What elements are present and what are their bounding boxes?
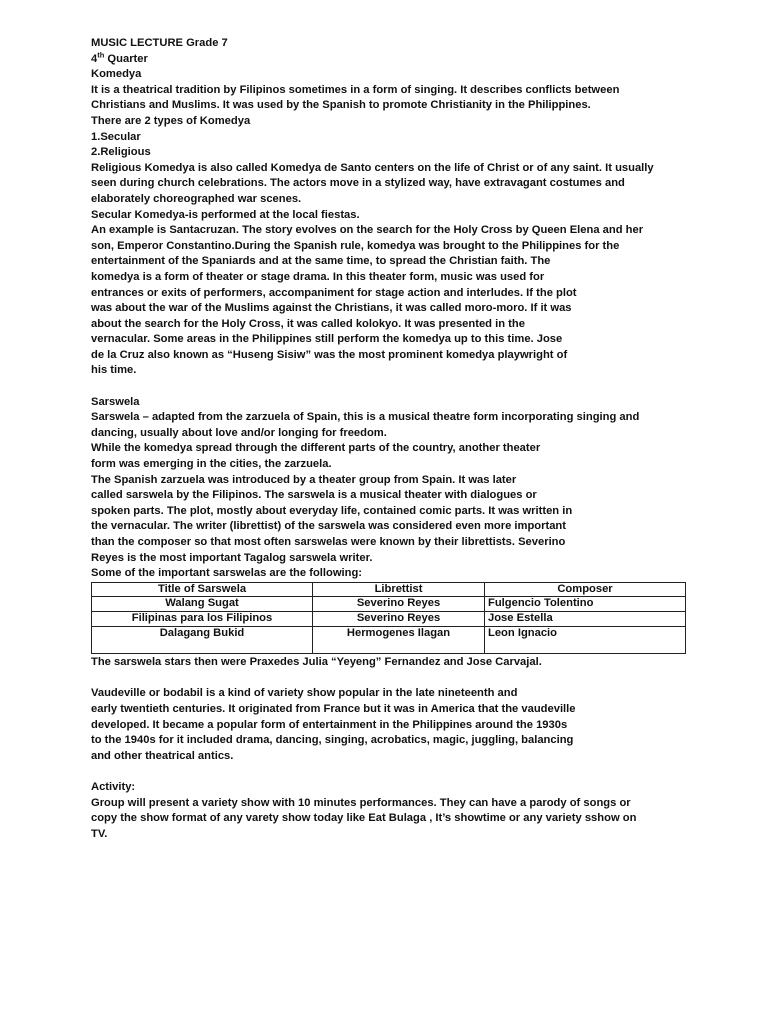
sarswela-stars-line: The sarswela stars then were Praxedes Julia “Yeyeng” Fernandez and Jose Carvajal. bbox=[91, 656, 542, 669]
sarswela-line: The Spanish zarzuela was introduced by a theater group from Spain. It was later bbox=[91, 473, 517, 486]
table-row bbox=[92, 611, 686, 626]
activity-line: TV. bbox=[91, 827, 108, 840]
komedya-line: was about the war of the Muslims against the Christians, it was called moro-moro. If it was bbox=[91, 302, 572, 315]
cell-composer: Leon Ignacio bbox=[485, 626, 686, 640]
sarswela-line: Sarswela – adapted from the zarzuela of Spain, this is a musical theatre form incorporating singing and bbox=[91, 411, 640, 424]
komedya-line: his time. bbox=[91, 364, 137, 377]
quarter-ordinal: th bbox=[97, 49, 105, 59]
sarswela-line: Some of the important sarswelas are the following: bbox=[91, 567, 363, 580]
komedya-line: entertainment of the Spaniards and at the same time, to spread the Christian faith. The bbox=[91, 255, 551, 268]
cell-composer: Jose Estella bbox=[485, 611, 686, 626]
cell-librettist: Hermogenes Ilagan bbox=[313, 626, 485, 640]
activity-heading: Activity: bbox=[91, 780, 136, 793]
document-title: MUSIC LECTURE Grade 7 bbox=[91, 37, 228, 49]
komedya-line: elaborately choreographed war scenes. bbox=[91, 192, 302, 205]
activity-line: copy the show format of any varety show today like Eat Bulaga , It’s showtime or any variety sshow on bbox=[91, 812, 637, 825]
column-header-title: Title of Sarswela bbox=[92, 582, 313, 597]
komedya-line: It is a theatrical tradition by Filipinos sometimes in a form of singing. It describes conflicts between bbox=[91, 83, 620, 96]
table-row-empty bbox=[92, 640, 686, 654]
sarswela-line: than the composer so that most often sarswelas were known by their librettists. Severino bbox=[91, 536, 566, 548]
komedya-line: Religious Komedya is also called Komedya de Santo centers on the life of Christ or of any saint. It usually bbox=[91, 161, 654, 174]
cell-librettist: Severino Reyes bbox=[313, 611, 485, 626]
komedya-line: de la Cruz also known as “Huseng Sisiw” was the most prominent komedya playwright of bbox=[91, 348, 568, 361]
komedya-line: seen during church celebrations. The actors move in a stylized way, have extravagant costumes and bbox=[91, 177, 625, 190]
sarswela-table bbox=[91, 582, 686, 654]
sarswela-heading: Sarswela bbox=[91, 395, 140, 408]
vaudeville-body bbox=[91, 686, 691, 764]
sarswela-line: While the komedya spread through the different parts of the country, another theater bbox=[91, 442, 541, 455]
column-header-composer: Composer bbox=[485, 582, 686, 597]
sarswela-line: the vernacular. The writer (librettist) of the sarswela was considered even more important bbox=[91, 520, 566, 533]
table-row bbox=[92, 597, 686, 612]
vaudeville-line: and other theatrical antics. bbox=[91, 749, 234, 762]
komedya-line: 2.Religious bbox=[91, 146, 151, 159]
vaudeville-line: Vaudeville or bodabil is a kind of variety show popular in the late nineteenth and bbox=[91, 687, 518, 700]
section-spacer bbox=[91, 671, 691, 687]
activity-body bbox=[91, 796, 691, 843]
komedya-heading: Komedya bbox=[91, 68, 142, 81]
quarter-word: Quarter bbox=[104, 52, 148, 65]
komedya-line: There are 2 types of Komedya bbox=[91, 114, 251, 127]
komedya-line: entrances or exits of performers, accompaniment for stage action and interludes. If the plot bbox=[91, 286, 577, 299]
sarswela-line: form was emerging in the cities, the zarzuela. bbox=[91, 458, 332, 471]
cell-composer: Fulgencio Tolentino bbox=[485, 597, 686, 612]
komedya-line: komedya is a form of theater or stage drama. In this theater form, music was used for bbox=[91, 270, 545, 283]
sarswela-line: spoken parts. The plot, mostly about everyday life, contained comic parts. It was written in bbox=[91, 504, 573, 517]
sarswela-line: Reyes is the most important Tagalog sarswela writer. bbox=[91, 551, 373, 564]
komedya-line: An example is Santacruzan. The story evolves on the search for the Holy Cross by Queen Elena and her bbox=[91, 224, 644, 237]
komedya-line: Christians and Muslims. It was used by the Spanish to promote Christianity in the Philippines. bbox=[91, 99, 591, 112]
komedya-line: Secular Komedya-is performed at the local fiestas. bbox=[91, 208, 360, 221]
section-spacer bbox=[91, 379, 691, 395]
cell-librettist: Severino Reyes bbox=[313, 597, 485, 612]
vaudeville-line: developed. It became a popular form of entertainment in the Philippines around the 1930s bbox=[91, 718, 568, 731]
document-page bbox=[91, 36, 691, 842]
komedya-line: son, Emperor Constantino.During the Spanish rule, komedya was brought to the Philippines for the bbox=[91, 239, 620, 252]
cell-title: Filipinas para los Filipinos bbox=[92, 611, 313, 626]
section-spacer bbox=[91, 764, 691, 780]
cell-title: Walang Sugat bbox=[92, 597, 313, 612]
cell-title: Dalagang Bukid bbox=[92, 626, 313, 640]
komedya-body bbox=[91, 83, 691, 379]
komedya-line: about the search for the Holy Cross, it was called kolokyo. It was presented in the bbox=[91, 317, 525, 330]
quarter-label bbox=[91, 49, 691, 68]
column-header-librettist: Librettist bbox=[313, 582, 485, 597]
komedya-line: vernacular. Some areas in the Philippines still perform the komedya up to this time. Jose bbox=[91, 333, 563, 346]
table-row bbox=[92, 626, 686, 640]
sarswela-line: dancing, usually about love and/or longing for freedom. bbox=[91, 426, 387, 439]
table-header-row bbox=[92, 582, 686, 597]
vaudeville-line: early twentieth centuries. It originated from France but it was in America that the vaudeville bbox=[91, 702, 576, 715]
quarter-number: 4 bbox=[91, 52, 98, 65]
komedya-line: 1.Secular bbox=[91, 130, 141, 143]
vaudeville-line: to the 1940s for it included drama, dancing, singing, acrobatics, magic, juggling, balancing bbox=[91, 734, 574, 747]
sarswela-line: called sarswela by the Filipinos. The sarswela is a musical theater with dialogues or bbox=[91, 489, 537, 502]
sarswela-body bbox=[91, 410, 691, 582]
activity-line: Group will present a variety show with 10 minutes performances. They can have a parody of songs or bbox=[91, 796, 631, 809]
